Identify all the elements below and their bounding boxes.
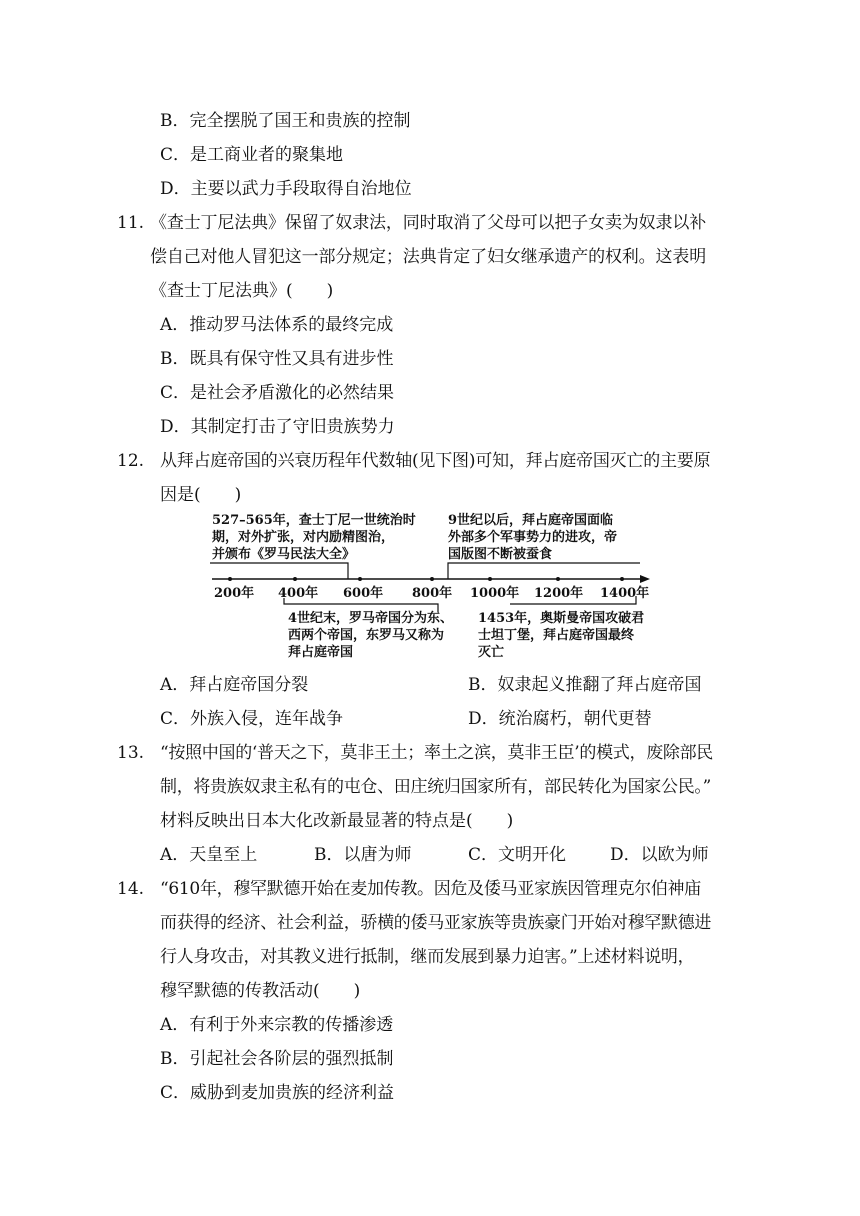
q12-option-d: D．统治腐朽，朝代更替 [468,709,652,729]
timeline-tick-label: 1000年 [470,586,520,601]
q12-stem-line: 因是( ) [160,485,242,505]
q11-stem-line: 偿自己对他人冒犯这一部分规定；法典肯定了妇女继承遗产的权利。这表明 [150,247,707,267]
q12-stem-line: 从拜占庭帝国的兴衰历程年代数轴(见下图)可知，拜占庭帝国灭亡的主要原 [160,451,711,471]
q14-stem-line: 行人身攻击，对其教义进行抵制，继而发展到暴力迫害。”上述材料说明， [160,947,695,967]
q13-option-c: C．文明开化 [468,845,567,865]
q12-option-a: A．拜占庭帝国分裂 [160,675,309,695]
timeline-note-4c: 4世纪末，罗马帝国分为东、 西两个帝国，东罗马又称为 拜占庭帝国 [288,611,454,660]
timeline-tick-dot [620,577,624,581]
q11-option-a: A．推动罗马法体系的最终完成 [160,315,394,335]
timeline-tick-label: 400年 [278,586,319,601]
q14-option-c: C．威胁到麦加贵族的经济利益 [160,1083,395,1103]
q11-stem-line: 《查士丁尼法典》保留了奴隶法，同时取消了父母可以把子女卖为奴隶以补 [150,213,707,233]
q14-stem-line: “610年，穆罕默德开始在麦加传教。因危及倭马亚家族因管理克尔伯神庙 [160,879,701,899]
q14-option-b: B．引起社会各阶层的强烈抵制 [160,1049,394,1069]
byzantine-timeline-figure [200,508,660,668]
timeline-note-1453: 1453年，奥斯曼帝国攻破君 士坦丁堡，拜占庭帝国最终 灭亡 [478,611,645,660]
q10-option-c: C．是工商业者的聚集地 [160,145,344,165]
timeline-note-527: 527–565年，查士丁尼一世统治时 期，对外扩张，对内励精图治， 并颁布《罗马民法大全》 [212,513,416,562]
q13-number: 13. [117,743,145,763]
q11-option-b: B．既具有保守性又具有进步性 [160,349,394,369]
q11-stem-line: 《查士丁尼法典》( ) [150,281,334,301]
q12-number: 12. [117,451,145,471]
q12-option-c: C．外族入侵，连年战争 [160,709,344,729]
q10-option-b: B．完全摆脱了国王和贵族的控制 [160,111,411,131]
timeline-note-9c: 9世纪以后，拜占庭帝国面临 外部多个军事势力的进攻，帝 国版图不断被蚕食 [448,513,618,562]
timeline-tick-label: 200年 [214,586,255,601]
bracket-9c [448,563,640,579]
timeline-tick-label: 600年 [343,586,384,601]
q13-option-a: A．天皇至上 [160,845,258,865]
q11-number: 11. [117,213,145,233]
timeline-tick-dot [358,577,362,581]
q11-option-d: D．其制定打击了守旧贵族势力 [160,417,395,437]
q13-stem-line: 制，将贵族奴隶主私有的屯仓、田庄统归国家所有，部民转化为国家公民。” [160,777,711,797]
bracket-527 [210,563,348,579]
timeline-tick-dot [488,577,492,581]
timeline-tick-dot [430,577,434,581]
q13-stem-line: “按照中国的‘普天之下，莫非王土；率土之滨，莫非王臣’的模式，废除部民 [160,743,713,763]
q13-stem-line: 材料反映出日本大化改新最显著的特点是( ) [160,811,514,831]
q14-stem-line: 穆罕默德的传教活动( ) [160,981,361,1001]
q14-option-a: A．有利于外来宗教的传播渗透 [160,1015,394,1035]
q13-option-b: B．以唐为师 [314,845,412,865]
timeline-tick-dot [556,577,560,581]
timeline-tick-label: 1400年 [600,586,650,601]
timeline-tick-label: 800年 [412,586,453,601]
q14-stem-line: 而获得的经济、社会利益，骄横的倭马亚家族等贵族豪门开始对穆罕默德进 [160,913,712,933]
q10-option-d: D．主要以武力手段取得自治地位 [160,179,412,199]
timeline-tick-dot [228,577,232,581]
timeline-tick-dot [293,577,297,581]
timeline-tick-label: 1200年 [534,586,584,601]
q12-option-b: B．奴隶起义推翻了拜占庭帝国 [468,675,702,695]
q14-number: 14. [117,879,145,899]
q13-option-d: D．以欧为师 [610,845,709,865]
q11-option-c: C．是社会矛盾激化的必然结果 [160,383,395,403]
